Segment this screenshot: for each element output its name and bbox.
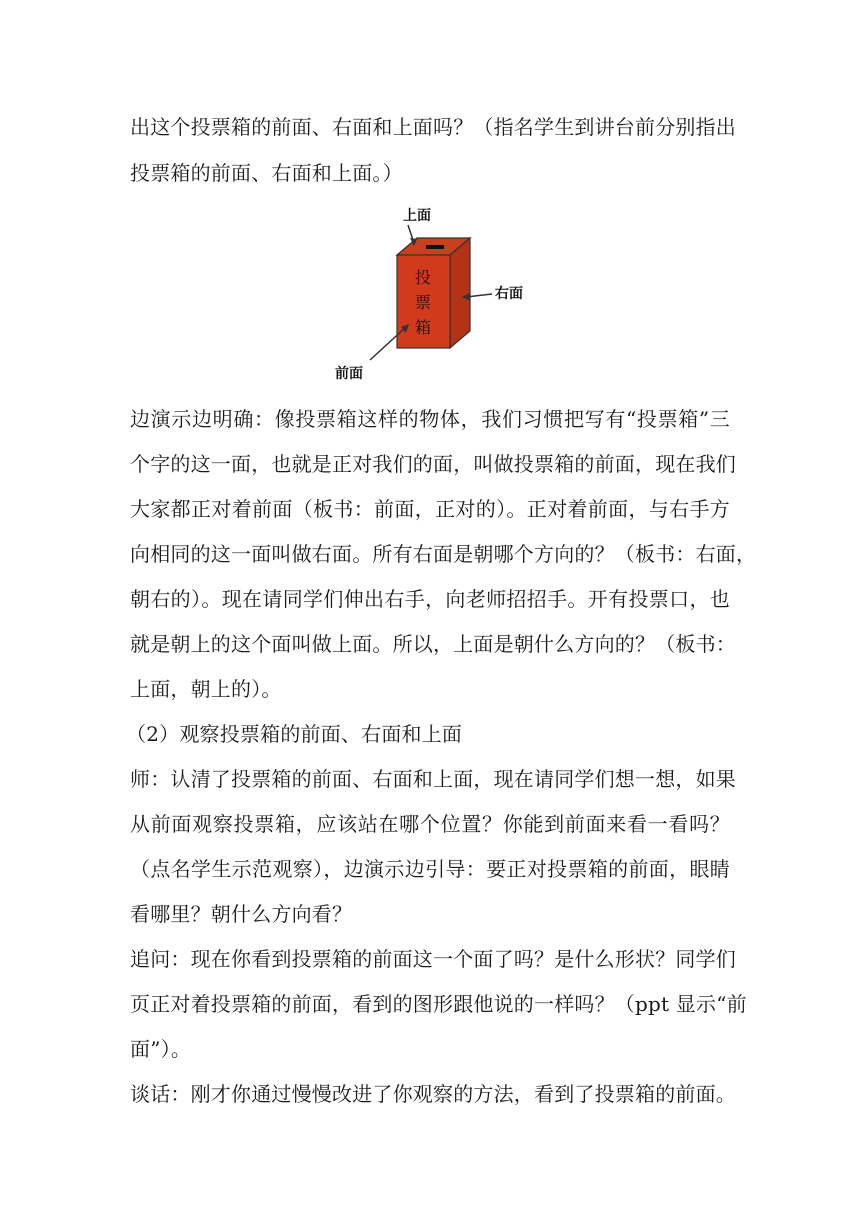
paragraph-line: 边演示边明确：像投票箱这样的物体，我们习惯把写有“投票箱”三 bbox=[130, 407, 730, 431]
paragraph-line: 出这个投票箱的前面、右面和上面吗？（指名学生到讲台前分别指出 bbox=[130, 115, 736, 139]
section-heading: （2）观察投票箱的前面、右面和上面 bbox=[126, 722, 463, 746]
paragraph-line: 就是朝上的这个面叫做上面。所以，上面是朝什么方向的？（板书： bbox=[130, 632, 736, 656]
label-right: 右面 bbox=[495, 286, 523, 302]
box-char-3: 箱 bbox=[414, 318, 432, 337]
box-char-2: 票 bbox=[414, 293, 432, 312]
paragraph-line: 向相同的这一面叫做右面。所有右面是朝哪个方向的？（板书：右面， bbox=[130, 542, 757, 566]
paragraph-line: 谈话：刚才你通过慢慢改进了你观察的方法，看到了投票箱的前面。 bbox=[130, 1082, 736, 1106]
paragraph-line: 大家都正对着前面（板书：前面，正对的）。正对着前面，与右手方 bbox=[130, 497, 730, 521]
paragraph-line: 追问：现在你看到投票箱的前面这一个面了吗？是什么形状？同学们 bbox=[130, 947, 736, 971]
paragraph-line: （点名学生示范观察），边演示边引导：要正对投票箱的前面，眼睛 bbox=[130, 857, 730, 881]
paragraph-line: 朝右的）。现在请同学们伸出右手，向老师招招手。开有投票口，也 bbox=[130, 587, 730, 611]
paragraph-line: 页正对着投票箱的前面，看到的图形跟他说的一样吗？（ppt 显示“前 bbox=[130, 992, 747, 1016]
box-right-face bbox=[450, 238, 470, 348]
ballot-box-diagram bbox=[330, 200, 530, 390]
label-front: 前面 bbox=[335, 366, 363, 382]
paragraph-line: 面”）。 bbox=[130, 1037, 192, 1061]
paragraph-line: 上面，朝上的）。 bbox=[130, 677, 282, 701]
ballot-slot bbox=[426, 245, 444, 249]
ballot-box-figure bbox=[330, 200, 530, 390]
paragraph-line: 投票箱的前面、右面和上面。） bbox=[130, 161, 403, 185]
paragraph-line: 从前面观察投票箱，应该站在哪个位置？你能到前面来看一看吗？ bbox=[130, 812, 730, 836]
paragraph-line: 看哪里？朝什么方向看？ bbox=[130, 902, 353, 926]
box-char-1: 投 bbox=[414, 268, 432, 287]
label-top: 上面 bbox=[403, 208, 431, 224]
paragraph-line: 个字的这一面，也就是正对我们的面，叫做投票箱的前面，现在我们 bbox=[130, 452, 736, 476]
paragraph-line: 师：认清了投票箱的前面、右面和上面，现在请同学们想一想，如果 bbox=[130, 767, 736, 791]
